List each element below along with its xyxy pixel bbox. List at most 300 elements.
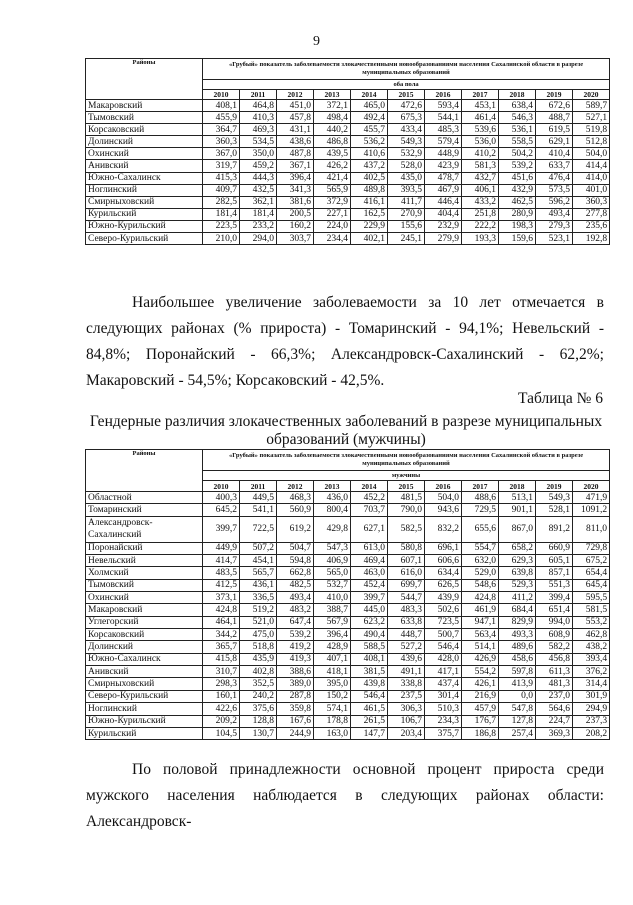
value-cell: 800,4 — [314, 504, 351, 516]
value-cell: 613,0 — [351, 542, 388, 554]
value-cell: 360,3 — [573, 196, 610, 208]
value-cell: 388,6 — [277, 666, 314, 678]
value-cell: 410,4 — [536, 148, 573, 160]
value-cell: 662,8 — [277, 567, 314, 579]
value-cell: 565,7 — [240, 567, 277, 579]
value-cell: 633,7 — [536, 160, 573, 172]
value-cell: 489,8 — [351, 184, 388, 196]
value-cell: 186,8 — [462, 727, 499, 739]
table-row — [86, 542, 610, 554]
value-cell: 482,5 — [277, 579, 314, 591]
value-cell: 301,9 — [573, 690, 610, 702]
value-cell: 409,7 — [203, 184, 240, 196]
value-cell: 232,9 — [425, 220, 462, 232]
value-cell: 372,1 — [314, 100, 351, 112]
value-cell: 729,5 — [462, 504, 499, 516]
value-cell: 367,0 — [203, 148, 240, 160]
district-name: Долинский — [86, 641, 203, 653]
value-cell: 376,2 — [573, 666, 610, 678]
value-cell: 722,5 — [240, 516, 277, 542]
table-row — [86, 629, 610, 641]
value-cell: 457,8 — [277, 112, 314, 124]
value-cell: 160,2 — [277, 220, 314, 232]
value-cell: 208,2 — [573, 727, 610, 739]
value-cell: 193,3 — [462, 233, 499, 245]
value-cell: 178,8 — [314, 715, 351, 727]
value-cell: 573,5 — [536, 184, 573, 196]
value-cell: 579,4 — [425, 136, 462, 148]
value-cell: 433,4 — [388, 124, 425, 136]
table-body — [86, 492, 610, 740]
value-cell: 362,1 — [240, 196, 277, 208]
value-cell: 492,4 — [351, 112, 388, 124]
year-header-2012: 2012 — [277, 90, 314, 100]
value-cell: 167,6 — [277, 715, 314, 727]
value-cell: 375,6 — [240, 703, 277, 715]
value-cell: 399,4 — [536, 592, 573, 604]
value-cell: 422,6 — [203, 703, 240, 715]
table-row — [86, 555, 610, 567]
value-cell: 198,3 — [499, 220, 536, 232]
value-cell: 510,3 — [425, 703, 462, 715]
value-cell: 867,0 — [499, 516, 536, 542]
district-name: Южно-Сахалинск — [86, 172, 203, 184]
value-cell: 223,5 — [203, 220, 240, 232]
page-number: 9 — [313, 34, 320, 49]
value-cell: 468,3 — [277, 492, 314, 504]
year-header-2011: 2011 — [240, 90, 277, 100]
value-cell: 306,3 — [388, 703, 425, 715]
value-cell: 155,6 — [388, 220, 425, 232]
value-cell: 488,7 — [536, 112, 573, 124]
value-cell: 399,7 — [351, 592, 388, 604]
district-name: Курильский — [86, 727, 203, 739]
value-cell: 279,9 — [425, 233, 462, 245]
value-cell: 448,7 — [388, 629, 425, 641]
value-cell: 619,2 — [277, 516, 314, 542]
value-cell: 435,9 — [240, 653, 277, 665]
value-cell: 594,8 — [277, 555, 314, 567]
value-cell: 563,4 — [462, 629, 499, 641]
value-cell: 416,1 — [351, 196, 388, 208]
table-header-main: «Грубый» показатель заболеваемости злокачественными новообразованиями населения Сахалинской области в разрезе муниципальных образований — [203, 450, 610, 471]
table-row — [86, 220, 610, 232]
value-cell: 431,1 — [277, 124, 314, 136]
value-cell: 411,7 — [388, 196, 425, 208]
year-header-2018: 2018 — [499, 90, 536, 100]
value-cell: 428,0 — [425, 653, 462, 665]
value-cell: 407,1 — [314, 653, 351, 665]
value-cell: 424,8 — [462, 592, 499, 604]
table-header-subgroup: оба пола — [203, 80, 610, 90]
value-cell: 461,5 — [351, 703, 388, 715]
table-row — [86, 148, 610, 160]
value-cell: 454,1 — [240, 555, 277, 567]
table-row — [86, 567, 610, 579]
district-name: Невельский — [86, 555, 203, 567]
value-cell: 437,4 — [425, 678, 462, 690]
year-header-2015: 2015 — [388, 481, 425, 492]
value-cell: 396,4 — [314, 629, 351, 641]
value-cell: 581,5 — [573, 604, 610, 616]
value-cell: 237,5 — [388, 690, 425, 702]
value-cell: 651,4 — [536, 604, 573, 616]
value-cell: 446,4 — [425, 196, 462, 208]
value-cell: 130,7 — [240, 727, 277, 739]
value-cell: 790,0 — [388, 504, 425, 516]
district-name: Смирныховский — [86, 678, 203, 690]
year-header-2020: 2020 — [573, 90, 610, 100]
value-cell: 523,1 — [536, 233, 573, 245]
table-row — [86, 492, 610, 504]
value-cell: 581,3 — [462, 160, 499, 172]
value-cell: 449,9 — [203, 542, 240, 554]
value-cell: 469,4 — [351, 555, 388, 567]
value-cell: 547,3 — [314, 542, 351, 554]
value-cell: 619,5 — [536, 124, 573, 136]
value-cell: 532,7 — [314, 579, 351, 591]
value-cell: 462,8 — [573, 629, 610, 641]
table-row — [86, 504, 610, 516]
value-cell: 455,7 — [351, 124, 388, 136]
value-cell: 703,7 — [351, 504, 388, 516]
table-row — [86, 641, 610, 653]
value-cell: 660,9 — [536, 542, 573, 554]
value-cell: 476,4 — [536, 172, 573, 184]
value-cell: 645,2 — [203, 504, 240, 516]
incidence-table-men — [85, 449, 610, 740]
district-name: Макаровский — [86, 100, 203, 112]
value-cell: 421,4 — [314, 172, 351, 184]
value-cell: 504,0 — [573, 148, 610, 160]
value-cell: 410,3 — [240, 112, 277, 124]
table-row — [86, 196, 610, 208]
value-cell: 415,3 — [203, 172, 240, 184]
table-row — [86, 579, 610, 591]
value-cell: 432,7 — [462, 172, 499, 184]
table-header-subgroup: мужчины — [203, 471, 610, 481]
value-cell: 461,9 — [462, 604, 499, 616]
value-cell: 464,8 — [240, 100, 277, 112]
value-cell: 452,2 — [351, 492, 388, 504]
value-cell: 549,3 — [536, 492, 573, 504]
value-cell: 413,9 — [499, 678, 536, 690]
value-cell: 301,4 — [425, 690, 462, 702]
value-cell: 251,8 — [462, 208, 499, 220]
value-cell: 532,9 — [388, 148, 425, 160]
value-cell: 489,6 — [499, 641, 536, 653]
value-cell: 159,6 — [499, 233, 536, 245]
value-cell: 486,8 — [314, 136, 351, 148]
paragraph-increase: Наибольшее увеличение заболеваемости за 10 лет отмечается в следующих районах (% прироста) - Томаринский - 94,1%; Невельский - 84,8%; Поронайский - 66,3%; Александровск-Сахалинский - 62,2%; Макаровский - 54,5%; Корсаковский - 42,5%. — [86, 294, 604, 389]
table-title: Гендерные различия злокачественных заболеваний в разрезе муниципальных образований (мужчины) — [89, 413, 603, 448]
value-cell: 389,0 — [277, 678, 314, 690]
value-cell: 233,2 — [240, 220, 277, 232]
district-name: Охинский — [86, 592, 203, 604]
district-name: Охинский — [86, 148, 203, 160]
value-cell: 423,9 — [425, 160, 462, 172]
value-cell: 723,5 — [425, 616, 462, 628]
value-cell: 518,8 — [240, 641, 277, 653]
value-cell: 658,2 — [499, 542, 536, 554]
table-row — [86, 666, 610, 678]
value-cell: 294,0 — [240, 233, 277, 245]
value-cell: 433,2 — [462, 196, 499, 208]
value-cell: 234,3 — [425, 715, 462, 727]
value-cell: 209,2 — [203, 715, 240, 727]
value-cell: 298,3 — [203, 678, 240, 690]
value-cell: 539,6 — [462, 124, 499, 136]
value-cell: 404,4 — [425, 208, 462, 220]
value-cell: 462,5 — [499, 196, 536, 208]
value-cell: 200,5 — [277, 208, 314, 220]
value-cell: 445,0 — [351, 604, 388, 616]
value-cell: 279,3 — [536, 220, 573, 232]
table-row — [86, 124, 610, 136]
value-cell: 675,3 — [388, 112, 425, 124]
value-cell: 402,5 — [351, 172, 388, 184]
value-cell: 414,4 — [573, 160, 610, 172]
value-cell: 943,6 — [425, 504, 462, 516]
table-header-main: «Грубый» показатель заболеваемости злокачественными новообразованиями населения Сахалинской области в разрезе муниципальных образований — [203, 59, 610, 80]
district-name: Смирныховский — [86, 196, 203, 208]
value-cell: 994,0 — [536, 616, 573, 628]
value-cell: 438,6 — [277, 136, 314, 148]
value-cell: 857,1 — [536, 567, 573, 579]
value-cell: 0,0 — [499, 690, 536, 702]
value-cell: 565,9 — [314, 184, 351, 196]
value-cell: 490,4 — [351, 629, 388, 641]
value-cell: 461,4 — [462, 112, 499, 124]
value-cell: 606,6 — [425, 555, 462, 567]
value-cell: 439,8 — [351, 678, 388, 690]
value-cell: 367,1 — [277, 160, 314, 172]
value-cell: 541,1 — [240, 504, 277, 516]
value-cell: 203,4 — [388, 727, 425, 739]
table-row — [86, 616, 610, 628]
value-cell: 699,7 — [388, 579, 425, 591]
value-cell: 237,0 — [536, 690, 573, 702]
value-cell: 160,1 — [203, 690, 240, 702]
value-cell: 399,7 — [203, 516, 240, 542]
table-row — [86, 690, 610, 702]
value-cell: 424,8 — [203, 604, 240, 616]
value-cell: 632,0 — [462, 555, 499, 567]
value-cell: 471,9 — [573, 492, 610, 504]
table-row — [86, 172, 610, 184]
value-cell: 504,0 — [425, 492, 462, 504]
year-header-2013: 2013 — [314, 481, 351, 492]
value-cell: 359,8 — [277, 703, 314, 715]
value-cell: 512,8 — [573, 136, 610, 148]
value-cell: 639,8 — [499, 567, 536, 579]
district-name: Долинский — [86, 136, 203, 148]
table-row — [86, 727, 610, 739]
value-cell: 240,2 — [240, 690, 277, 702]
value-cell: 419,3 — [277, 653, 314, 665]
district-name: Анивский — [86, 666, 203, 678]
value-cell: 235,6 — [573, 220, 610, 232]
district-name: Южно-Курильский — [86, 220, 203, 232]
value-cell: 611,3 — [536, 666, 573, 678]
value-cell: 270,9 — [388, 208, 425, 220]
district-name: Ноглинский — [86, 703, 203, 715]
value-cell: 444,3 — [240, 172, 277, 184]
value-cell: 280,9 — [499, 208, 536, 220]
value-cell: 829,9 — [499, 616, 536, 628]
district-name: Северо-Курильский — [86, 233, 203, 245]
value-cell: 341,3 — [277, 184, 314, 196]
value-cell: 244,9 — [277, 727, 314, 739]
value-cell: 582,2 — [536, 641, 573, 653]
value-cell: 350,0 — [240, 148, 277, 160]
value-cell: 513,1 — [499, 492, 536, 504]
value-cell: 456,8 — [536, 653, 573, 665]
district-name: Корсаковский — [86, 124, 203, 136]
value-cell: 672,6 — [536, 100, 573, 112]
table-row — [86, 160, 610, 172]
value-cell: 234,4 — [314, 233, 351, 245]
value-cell: 373,1 — [203, 592, 240, 604]
value-cell: 372,9 — [314, 196, 351, 208]
value-cell: 544,1 — [425, 112, 462, 124]
year-header-2019: 2019 — [536, 90, 573, 100]
value-cell: 319,7 — [203, 160, 240, 172]
value-cell: 536,1 — [499, 124, 536, 136]
value-cell: 493,4 — [277, 592, 314, 604]
value-cell: 528,1 — [536, 504, 573, 516]
value-cell: 564,6 — [536, 703, 573, 715]
value-cell: 216,9 — [462, 690, 499, 702]
value-cell: 426,2 — [314, 160, 351, 172]
year-header-2012: 2012 — [277, 481, 314, 492]
value-cell: 428,9 — [314, 641, 351, 653]
table-row — [86, 136, 610, 148]
value-cell: 536,0 — [462, 136, 499, 148]
value-cell: 412,5 — [203, 579, 240, 591]
value-cell: 546,4 — [351, 690, 388, 702]
value-cell: 432,5 — [240, 184, 277, 196]
value-cell: 558,5 — [499, 136, 536, 148]
value-cell: 435,0 — [388, 172, 425, 184]
value-cell: 536,2 — [351, 136, 388, 148]
table-row — [86, 604, 610, 616]
value-cell: 463,0 — [351, 567, 388, 579]
value-cell: 684,4 — [499, 604, 536, 616]
value-cell: 548,6 — [462, 579, 499, 591]
value-cell: 527,2 — [388, 641, 425, 653]
year-header-2019: 2019 — [536, 481, 573, 492]
value-cell: 554,7 — [462, 542, 499, 554]
column-header-district: Районы — [86, 59, 203, 100]
value-cell: 467,9 — [425, 184, 462, 196]
district-name: Южно-Курильский — [86, 715, 203, 727]
value-cell: 261,5 — [351, 715, 388, 727]
value-cell: 627,1 — [351, 516, 388, 542]
value-cell: 529,3 — [499, 579, 536, 591]
value-cell: 483,5 — [203, 567, 240, 579]
value-cell: 629,1 — [536, 136, 573, 148]
value-cell: 426,9 — [462, 653, 499, 665]
paragraph-male-increase: По половой принадлежности основной процент прироста среди мужского населения наблюдается в следующих районах области: Александровск- — [86, 761, 604, 830]
value-cell: 287,8 — [277, 690, 314, 702]
district-name: Томаринский — [86, 504, 203, 516]
year-header-2010: 2010 — [203, 481, 240, 492]
value-cell: 453,1 — [462, 100, 499, 112]
value-cell: 553,2 — [573, 616, 610, 628]
value-cell: 338,8 — [388, 678, 425, 690]
value-cell: 369,3 — [536, 727, 573, 739]
value-cell: 410,2 — [462, 148, 499, 160]
value-cell: 487,8 — [277, 148, 314, 160]
value-cell: 365,7 — [203, 641, 240, 653]
district-name: Поронайский — [86, 542, 203, 554]
value-cell: 547,8 — [499, 703, 536, 715]
value-cell: 607,1 — [388, 555, 425, 567]
district-name: Тымовский — [86, 579, 203, 591]
district-name: Анивский — [86, 160, 203, 172]
value-cell: 947,1 — [462, 616, 499, 628]
value-cell: 595,5 — [573, 592, 610, 604]
value-cell: 439,9 — [425, 592, 462, 604]
value-cell: 438,2 — [573, 641, 610, 653]
district-name: Макаровский — [86, 604, 203, 616]
value-cell: 314,4 — [573, 678, 610, 690]
value-cell: 401,0 — [573, 184, 610, 196]
value-cell: 224,0 — [314, 220, 351, 232]
value-cell: 647,4 — [277, 616, 314, 628]
value-cell: 393,4 — [573, 653, 610, 665]
year-header-2013: 2013 — [314, 90, 351, 100]
value-cell: 106,7 — [388, 715, 425, 727]
table-row — [86, 715, 610, 727]
value-cell: 539,2 — [499, 160, 536, 172]
value-cell: 485,3 — [425, 124, 462, 136]
district-name: Углегорский — [86, 616, 203, 628]
table-row — [86, 233, 610, 245]
value-cell: 419,2 — [277, 641, 314, 653]
value-cell: 402,1 — [351, 233, 388, 245]
value-cell: 436,1 — [240, 579, 277, 591]
value-cell: 546,3 — [499, 112, 536, 124]
value-cell: 593,4 — [425, 100, 462, 112]
value-cell: 580,8 — [388, 542, 425, 554]
value-cell: 560,9 — [277, 504, 314, 516]
value-cell: 811,0 — [573, 516, 610, 542]
value-cell: 465,0 — [351, 100, 388, 112]
value-cell: 418,1 — [314, 666, 351, 678]
value-cell: 227,1 — [314, 208, 351, 220]
value-cell: 529,0 — [462, 567, 499, 579]
value-cell: 498,4 — [314, 112, 351, 124]
value-cell: 507,2 — [240, 542, 277, 554]
value-cell: 414,7 — [203, 555, 240, 567]
year-header-2014: 2014 — [351, 481, 388, 492]
table-label: Таблица № 6 — [518, 390, 603, 407]
value-cell: 588,5 — [351, 641, 388, 653]
value-cell: 163,0 — [314, 727, 351, 739]
value-cell: 493,4 — [536, 208, 573, 220]
district-name: Корсаковский — [86, 629, 203, 641]
value-cell: 388,7 — [314, 604, 351, 616]
value-cell: 402,8 — [240, 666, 277, 678]
value-cell: 901,1 — [499, 504, 536, 516]
table-row — [86, 184, 610, 196]
table-row — [86, 592, 610, 604]
table-body — [86, 100, 610, 245]
value-cell: 440,2 — [314, 124, 351, 136]
value-cell: 336,5 — [240, 592, 277, 604]
